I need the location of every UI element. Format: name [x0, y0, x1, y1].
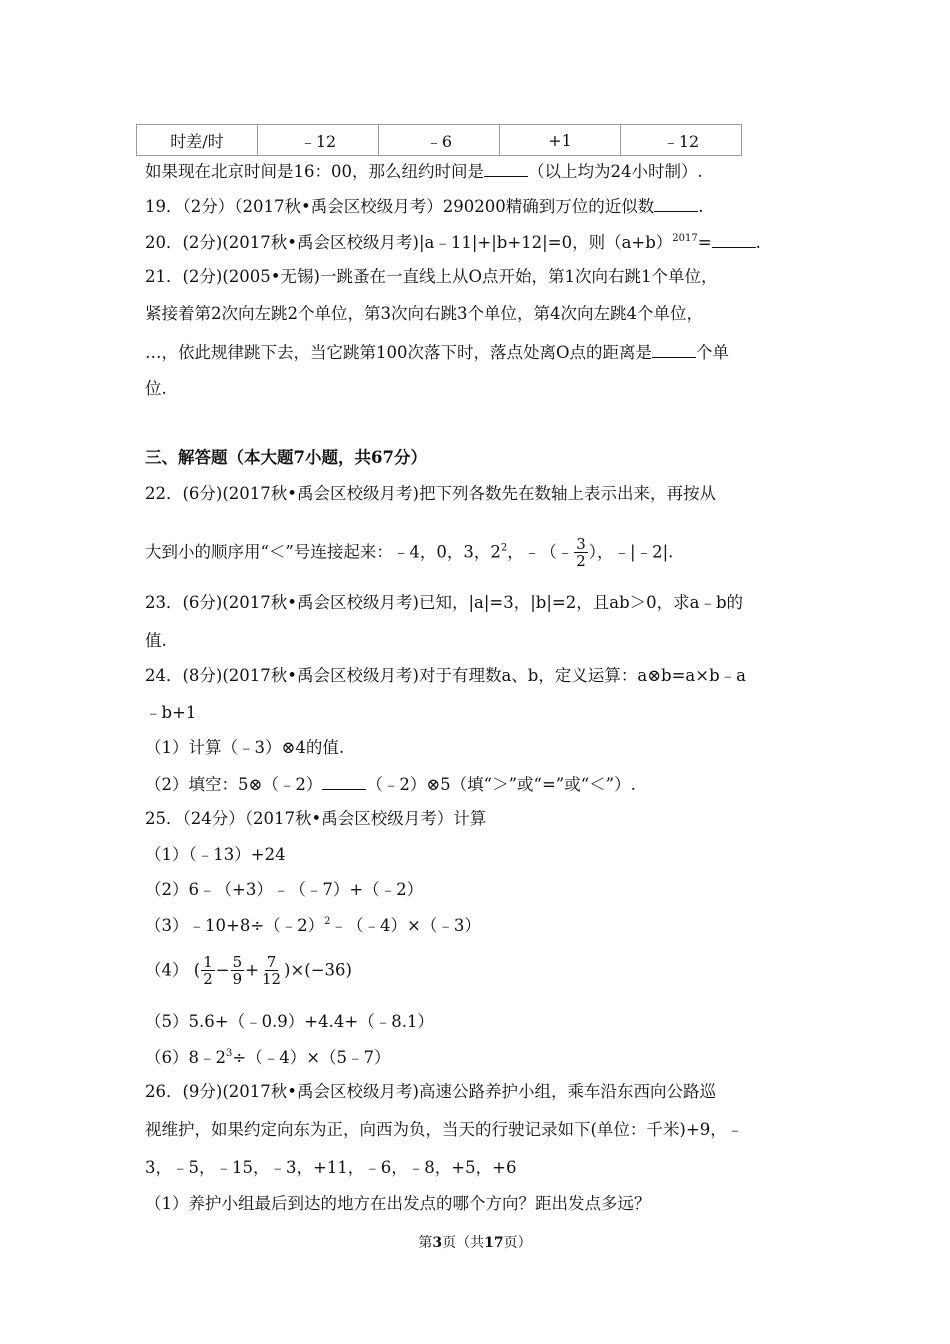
total-pages: 17 [484, 1235, 504, 1251]
question-21-line3: …，依此规律跳下去，当它跳第100次落下时，落点处离O点的距离是 个单 [145, 343, 730, 362]
question-25-part6: $(6)8﹣2^3\div(﹣4)\times(5﹣7)$ [145, 1048, 391, 1067]
question-23-line1: 23．(6分)(2017秋•禹会区校级月考)已知，|a|=3，|b|=2，且ab＞0，求a﹣b的 [145, 593, 744, 612]
question-25-part5: （5）5.6+（﹣0.9）+4.4+（﹣8.1） [145, 1012, 434, 1031]
question-26-part1: （1）养护小组最后到达的地方在出发点的哪个方向？距出发点多远？ [145, 1194, 651, 1213]
fraction: $\frac{1}{2}$ [203, 953, 213, 988]
page-number: 3 [432, 1235, 443, 1251]
answer-blank [484, 162, 528, 177]
question-24-part1: （1）计算（﹣3）⊗4的值. [145, 738, 345, 757]
question-24-part2: （2）填空：5⊗（﹣2） （﹣2）⊗5（填“＞”或“=”或“＜”）. [145, 775, 636, 794]
table-cell: +1 [500, 125, 621, 156]
question-25-part1: （1）（﹣13）+24 [145, 845, 286, 864]
question-25: 25．（24分）（2017秋•禹会区校级月考）计算 [145, 809, 487, 828]
answer-blank [322, 775, 366, 790]
question-21-line2: 紧接着第2次向左跳2个单位，第3次向右跳3个单位，第4次向左跳4个单位， [145, 304, 703, 323]
page-footer: 第3页（共17页） [418, 1235, 532, 1251]
question-26-line1: 26．(9分)(2017秋•禹会区校级月考)高速公路养护小组，乘车沿东西向公路巡 [145, 1082, 716, 1101]
question-21-line1: 21．(2分)(2005•无锡)一跳蚤在一直线上从O点开始，第1次向右跳1个单位， [145, 267, 718, 286]
question-22-line1: 22．(6分)(2017秋•禹会区校级月考)把下列各数先在数轴上表示出来，再按从 [145, 484, 716, 503]
question-22-line2: 大到小的顺序用“＜”号连接起来：﹣4，0，3，$2^2$，﹣（﹣ $\frac{3}{2}$ ），﹣|﹣2|. [145, 535, 674, 570]
question-26-line3: 3，﹣5，﹣15，﹣3，+11，﹣6，﹣8，+5，+6 [145, 1158, 517, 1177]
question-18-tail: 如果现在北京时间是16：00，那么纽约时间是 （以上均为24小时制）. [145, 162, 703, 181]
fraction: $\frac{5}{9}$ [232, 953, 243, 988]
question-25-part4: （4） ( $\frac{1}{2}$ − $\frac{5}{9}$ + $\frac{7}{12}$ )×(−36) [145, 953, 352, 988]
answer-blank [652, 343, 696, 358]
question-23-line2: 值. [145, 631, 167, 650]
time-difference-table [136, 124, 742, 156]
section-heading: 三、解答题（本大题7小题，共67分） [145, 448, 427, 467]
question-21-line4: 位. [145, 379, 167, 398]
fraction: $\frac{7}{12}$ [261, 953, 282, 988]
table-cell: ﹣6 [379, 125, 500, 156]
table-cell: ﹣12 [621, 125, 742, 156]
table-header-cell: 时差/时 [137, 125, 258, 156]
question-26-line2: 视维护，如果约定向东为正，向西为负，当天的行驶记录如下(单位：千米)+9，﹣ [145, 1120, 744, 1139]
answer-blank [654, 197, 698, 212]
question-20: 20．(2分)(2017秋•禹会区校级月考)|a﹣11|+|b+12|=0，则$(a+b)^{2017}=$ . [145, 233, 761, 252]
question-19: 19．（2分）（2017秋•禹会区校级月考）290200精确到万位的近似数 . [145, 197, 704, 216]
question-24-line1: 24．(8分)(2017秋•禹会区校级月考)对于有理数a、b，定义运算：a⊗b=a×b﹣a [145, 666, 746, 685]
table-row [137, 125, 742, 156]
question-25-part2: （2）6﹣（+3）﹣（﹣7）+（﹣2） [145, 880, 424, 899]
question-25-part3: （3）﹣10+8÷（﹣2）$^2$﹣（﹣4）×（﹣3） [145, 916, 481, 935]
answer-blank [712, 233, 756, 248]
fraction: $\frac{3}{2}$ [576, 535, 586, 570]
question-24-line2: ﹣b+1 [145, 703, 197, 722]
table-cell: ﹣12 [258, 125, 379, 156]
